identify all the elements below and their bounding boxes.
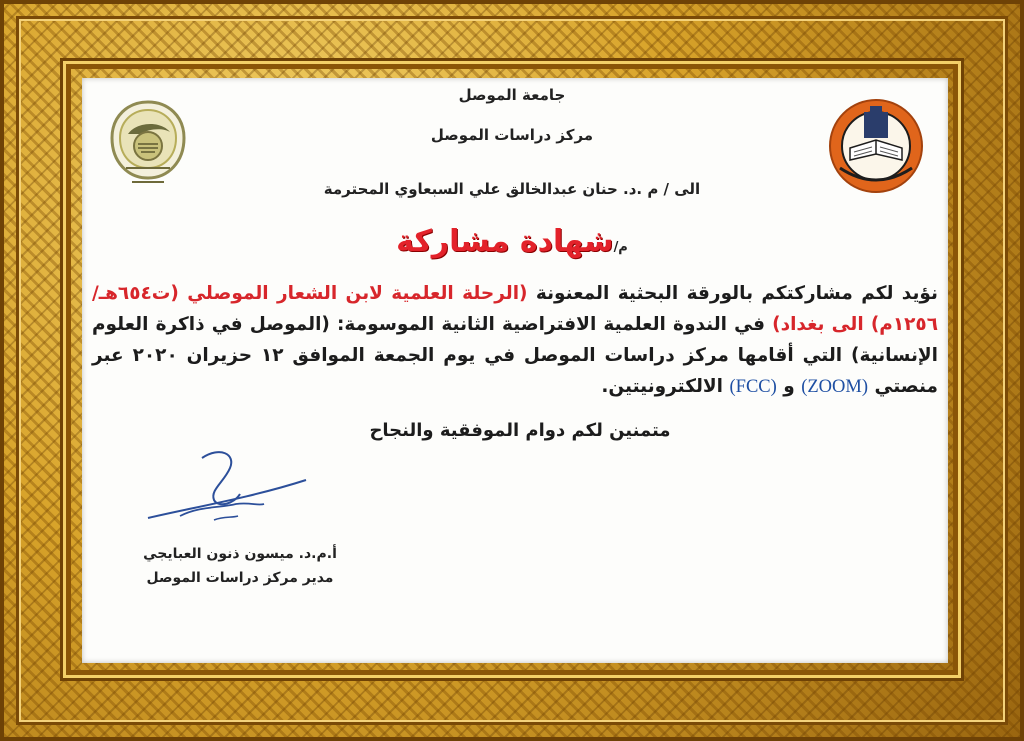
certificate-body [92,278,938,403]
closing-wish: متمنين لكم دوام الموفقية والنجاح [369,420,671,441]
center-name: مركز دراسات الموصل [430,126,594,144]
recipient-line: الى / م .د. حنان عبدالخالق علي السبعاوي المحترمة [323,180,701,198]
mosul-studies-center-logo [106,98,190,190]
body-intro: نؤيد لكم مشاركتكم بالورقة البحثية المعنونة [535,283,938,304]
platform-zoom: (ZOOM) [801,377,869,397]
certificate-title [0,224,1024,259]
signatory-role: مدير مركز دراسات الموصل [146,570,334,586]
paper-title: (الرحلة العلمية لابن الشعار الموصلي (ت٦٥٤هـ/١٢٥٦م) الى بغداد) [92,283,939,335]
signatory-name: أ.م.د. ميسون ذنون العبايجي [143,546,337,562]
body-end: الالكترونيتين. [601,376,724,397]
handwritten-signature [140,446,310,536]
body-event: في الندوة العلمية الافتراضية الثانية الموسومة: (الموصل في ذاكرة العلوم الإنسانية) التي أقامها مركز دراسات الموصل في يوم الجمعة الموافق ١٢ حزيران ٢٠٢٠ عبر منصتي [92,314,939,397]
title-prefix: م/ [613,240,628,255]
university-name: جامعة الموصل [458,86,566,104]
body-conjunction: و [783,376,795,397]
certificate-title-text: شهادة مشاركة [396,224,614,259]
platform-fcc: (FCC) [729,377,777,397]
